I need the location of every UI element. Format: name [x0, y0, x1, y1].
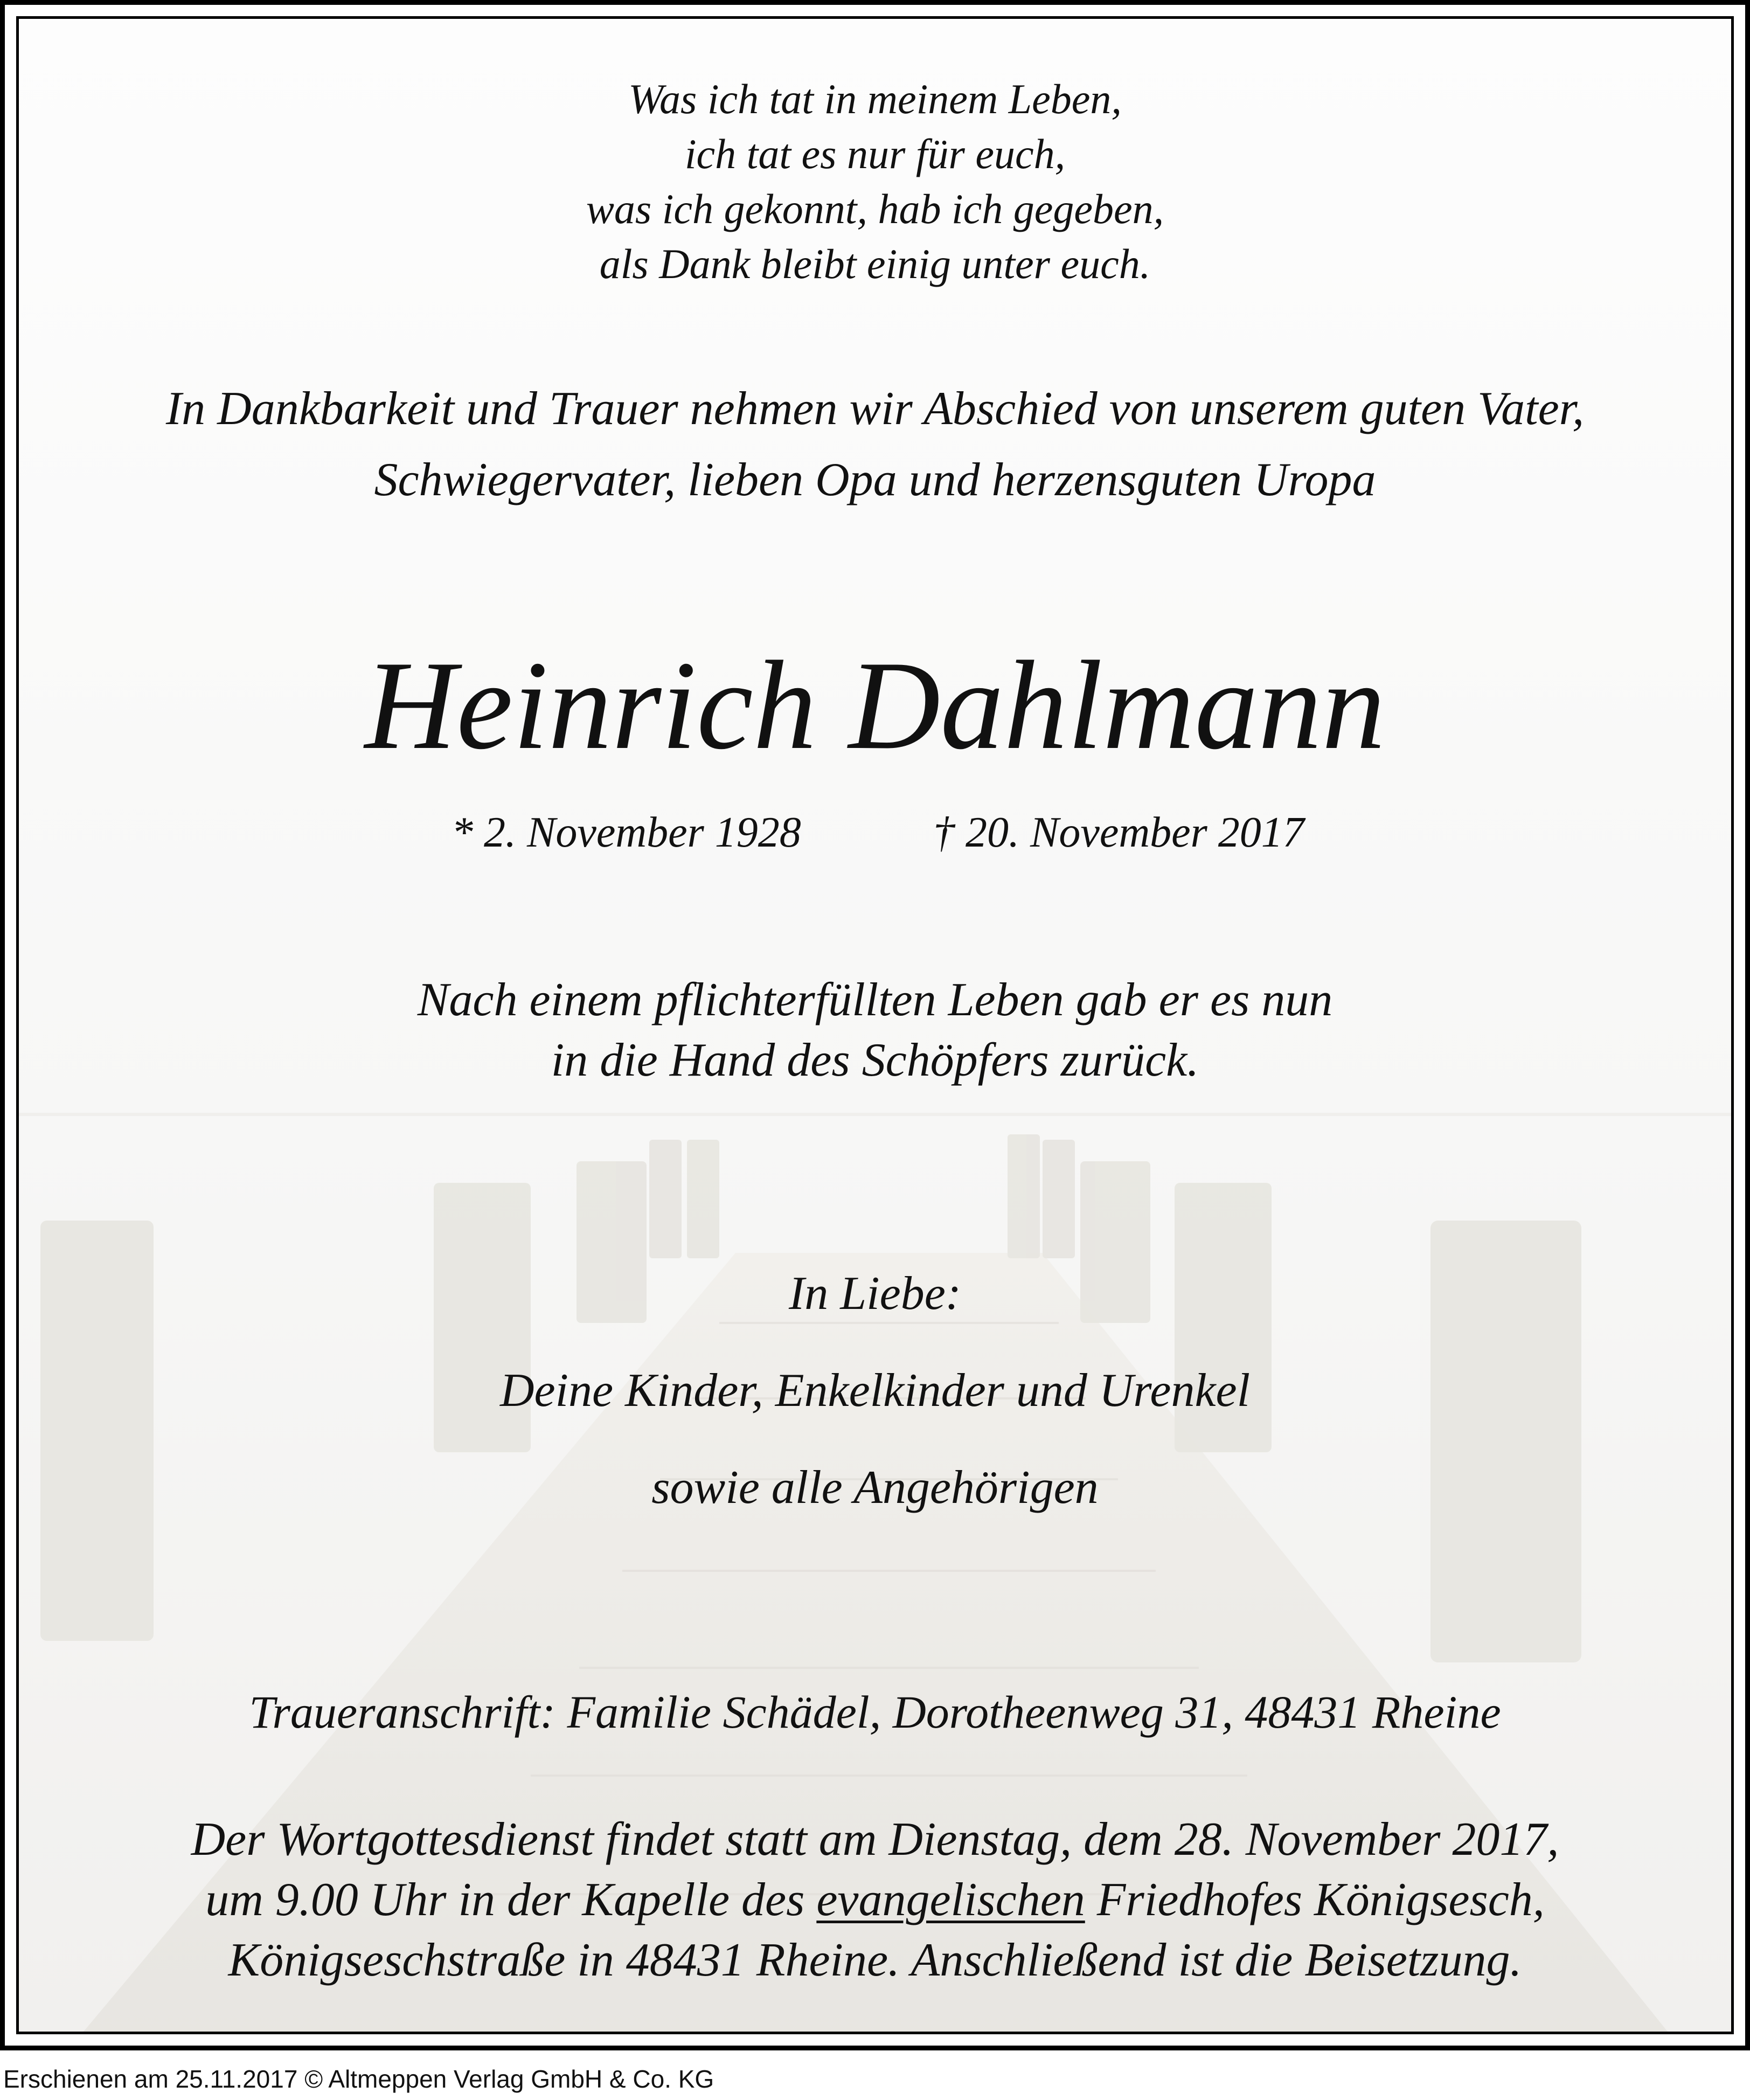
- intro-line: In Dankbarkeit und Trauer nehmen wir Abschied von unserem guten Vater,: [165, 383, 1585, 435]
- poem-line: als Dank bleibt einig unter euch.: [599, 240, 1151, 287]
- poem-line: was ich gekonnt, hab ich gegeben,: [586, 185, 1164, 232]
- intro-text: [19, 373, 1731, 516]
- notice-inner-frame: [16, 16, 1734, 2034]
- mourners-line: In Liebe:: [788, 1267, 962, 1320]
- deceased-name: Heinrich Dahlmann: [364, 635, 1386, 776]
- service-line: [19, 1870, 1731, 1930]
- service-line: Der Wortgottesdienst findet statt am Dienstag, dem 28. November 2017,: [191, 1813, 1559, 1866]
- poem: [19, 72, 1731, 292]
- life-text: [19, 970, 1731, 1091]
- birth-date: * 2. November 1928: [452, 809, 801, 856]
- service-line: Königseschstraße in 48431 Rheine. Anschließend ist die Beisetzung.: [228, 1934, 1522, 1986]
- poem-line: ich tat es nur für euch,: [684, 130, 1066, 177]
- mourners-line: Deine Kinder, Enkelkinder und Urenkel: [499, 1364, 1251, 1417]
- intro-line: Schwiegervater, lieben Opa und herzensguten Uropa: [374, 454, 1376, 506]
- publication-footer: Erschienen am 25.11.2017 © Altmeppen Verlag GmbH & Co. KG: [3, 2065, 714, 2093]
- service-underlined-text: evangelischen: [816, 1874, 1085, 1926]
- life-dates: [19, 800, 1731, 865]
- death-date: † 20. November 2017: [933, 809, 1304, 856]
- service-text: um 9.00 Uhr in der Kapelle des: [205, 1874, 817, 1926]
- mourners: [19, 1245, 1731, 1536]
- life-line: in die Hand des Schöpfers zurück.: [551, 1034, 1199, 1086]
- mourners-line: sowie alle Angehörigen: [651, 1461, 1099, 1514]
- life-line: Nach einem pflichterfüllten Leben gab er es nun: [417, 974, 1333, 1026]
- service-info: [19, 1810, 1731, 1991]
- mourning-address: Traueranschrift: Familie Schädel, Dorotheenweg 31, 48431 Rheine: [249, 1686, 1501, 1738]
- service-text: Friedhofes Königsesch,: [1085, 1874, 1545, 1926]
- poem-line: Was ich tat in meinem Leben,: [628, 75, 1122, 122]
